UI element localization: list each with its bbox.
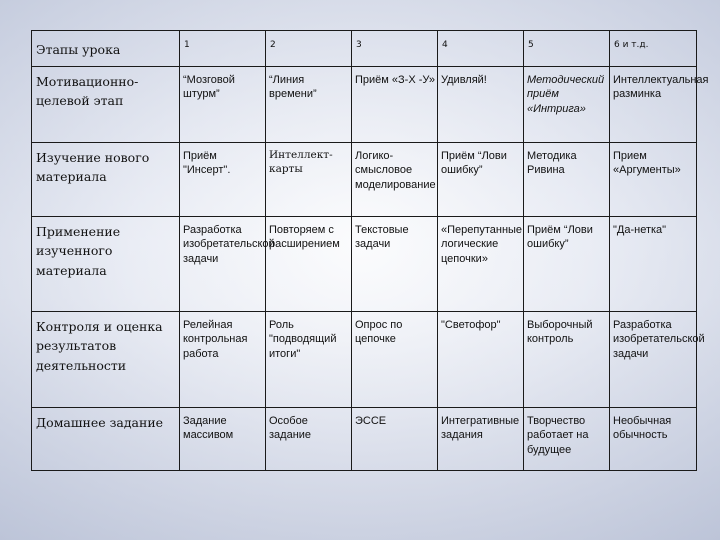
lesson-stages-table [31,30,709,471]
table-cell: Интеллект-карты [266,143,352,217]
table-cell: Удивляй! [438,67,524,143]
table-row [32,143,697,217]
header-stage-label: Этапы урока [32,31,180,67]
table-row [32,67,697,143]
table-cell: Разработка изобретательской задачи [610,312,697,408]
table-cell: "Светофор" [438,312,524,408]
table-cell: Творчество работает на будущее [524,408,610,471]
table-cell: Логико-смысловое моделирование [352,143,438,217]
table-cell: Повторяем с расширением [266,217,352,312]
table-cell: «Перепутанные логические цепочки» [438,217,524,312]
table-row [32,217,697,312]
table-cell: Приём "Инсерт". [180,143,266,217]
table-cell: "Да-нетка" [610,217,697,312]
table-cell: Необычная обычность [610,408,697,471]
table-cell: Методика Ривина [524,143,610,217]
header-column-6: 6 и т.д. [610,31,697,67]
stage-name: Контроля и оценка результатов деятельности [32,312,180,408]
table-cell: “Линия времени” [266,67,352,143]
table-row [32,408,697,471]
table-cell: Приём “Лови ошибку” [524,217,610,312]
table-cell: Роль "подводящий итоги" [266,312,352,408]
table-cell: Методический приём «Интрига» [524,67,610,143]
table-cell: Релейная контрольная работа [180,312,266,408]
header-column-3: 3 [352,31,438,67]
stage-name: Домашнее задание [32,408,180,471]
table-cell: Задание массивом [180,408,266,471]
table-cell: Интегративные задания [438,408,524,471]
header-column-1: 1 [180,31,266,67]
stage-name: Изучение нового материала [32,143,180,217]
table-cell: Особое задание [266,408,352,471]
table-cell: Разработка изобретательской задачи [180,217,266,312]
table-cell: Текстовые задачи [352,217,438,312]
table-row [32,312,697,408]
table-cell: Опрос по цепочке [352,312,438,408]
table-cell: Интеллектуальная разминка [610,67,697,143]
table-cell: Приём «З-Х -У» [352,67,438,143]
table-cell: Выборочный контроль [524,312,610,408]
stage-name: Применение изученного материала [32,217,180,312]
header-column-5: 5 [524,31,610,67]
table-cell: Приём “Лови ошибку” [438,143,524,217]
header-row [32,31,697,67]
table-cell: ЭССЕ [352,408,438,471]
table-cell: Прием «Аргументы» [610,143,697,217]
table-cell: “Мозговой штурм” [180,67,266,143]
header-column-4: 4 [438,31,524,67]
stage-name: Мотивационно-целевой этап [32,67,180,143]
header-column-2: 2 [266,31,352,67]
